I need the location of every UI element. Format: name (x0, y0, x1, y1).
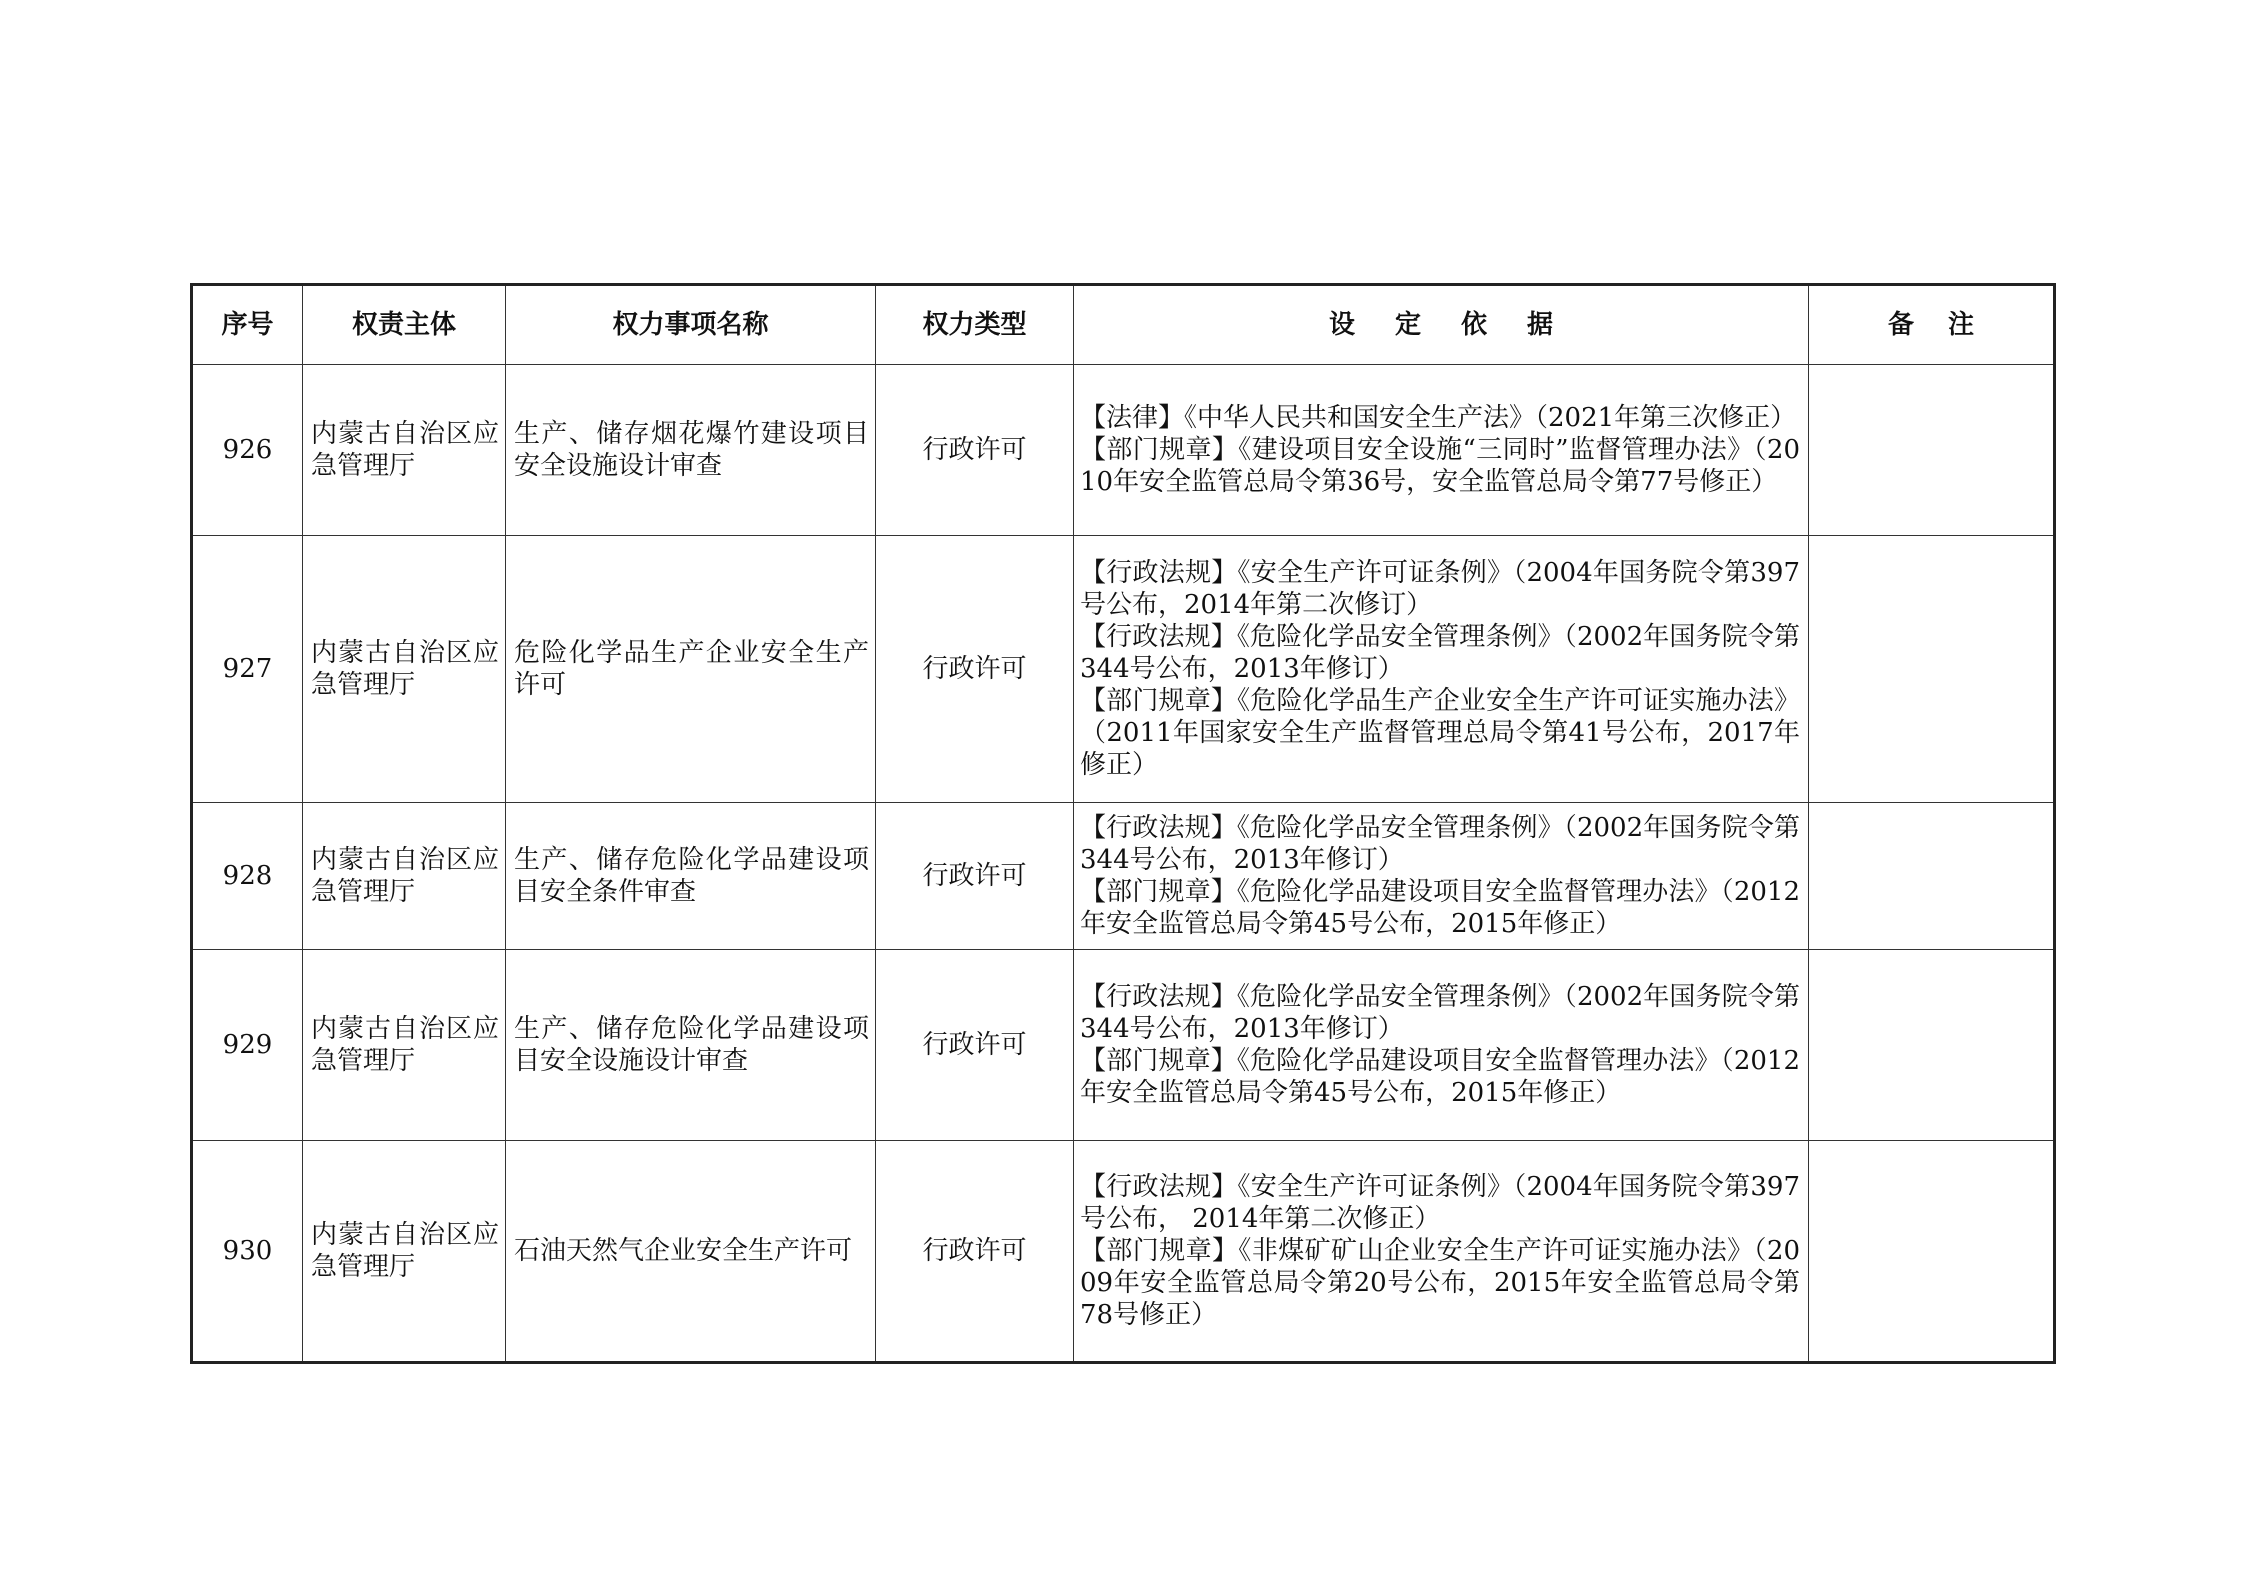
basis-entry: 【行政法规】《危险化学品安全管理条例》（2002年国务院令第344号公布，2013年修订） (1080, 622, 1800, 684)
cell-name: 危险化学品生产企业安全生产许可 (506, 536, 876, 803)
header-note: 备注 (1809, 285, 2055, 365)
basis-entry: 【法律】《中华人民共和国安全生产法》（2021年第三次修正） (1080, 403, 1797, 433)
header-subject: 权责主体 (303, 285, 506, 365)
cell-basis (1074, 803, 1809, 950)
cell-basis (1074, 536, 1809, 803)
cell-name: 生产、储存危险化学品建设项目安全条件审查 (506, 803, 876, 950)
table-row (192, 536, 2055, 803)
basis-entry: 【部门规章】《非煤矿矿山企业安全生产许可证实施办法》（2009年安全监管总局令第20号公布，2015年安全监管总局令第78号修正） (1080, 1236, 1800, 1330)
cell-subject: 内蒙古自治区应急管理厅 (303, 950, 506, 1141)
basis-entry: 【部门规章】《危险化学品建设项目安全监督管理办法》（2012年安全监管总局令第45号公布，2015年修正） (1080, 1046, 1800, 1108)
cell-name: 生产、储存危险化学品建设项目安全设施设计审查 (506, 950, 876, 1141)
cell-note (1809, 536, 2055, 803)
cell-subject: 内蒙古自治区应急管理厅 (303, 1141, 506, 1363)
cell-name: 生产、储存烟花爆竹建设项目安全设施设计审查 (506, 365, 876, 536)
table-row (192, 365, 2055, 536)
cell-basis (1074, 1141, 1809, 1363)
cell-basis (1074, 365, 1809, 536)
cell-subject: 内蒙古自治区应急管理厅 (303, 803, 506, 950)
cell-seq: 928 (192, 803, 303, 950)
table-header (192, 285, 2055, 365)
cell-name: 石油天然气企业安全生产许可 (506, 1141, 876, 1363)
cell-type: 行政许可 (876, 365, 1074, 536)
header-basis: 设定依据 (1074, 285, 1809, 365)
header-type: 权力类型 (876, 285, 1074, 365)
basis-entry: 【行政法规】《安全生产许可证条例》（2004年国务院令第397号公布，2014年第二次修订） (1080, 558, 1800, 620)
cell-note (1809, 803, 2055, 950)
table-body (192, 365, 2055, 1363)
header-seq: 序号 (192, 285, 303, 365)
table-row (192, 1141, 2055, 1363)
cell-note (1809, 1141, 2055, 1363)
cell-type: 行政许可 (876, 1141, 1074, 1363)
basis-entry: 【行政法规】《安全生产许可证条例》（2004年国务院令第397号公布， 2014年第二次修正） (1080, 1172, 1800, 1234)
cell-subject: 内蒙古自治区应急管理厅 (303, 365, 506, 536)
cell-seq: 930 (192, 1141, 303, 1363)
power-list-table (190, 283, 2056, 1364)
cell-type: 行政许可 (876, 950, 1074, 1141)
cell-seq: 929 (192, 950, 303, 1141)
cell-seq: 926 (192, 365, 303, 536)
cell-type: 行政许可 (876, 536, 1074, 803)
cell-note (1809, 950, 2055, 1141)
basis-entry: 【部门规章】《危险化学品生产企业安全生产许可证实施办法》（2011年国家安全生产监督管理总局令第41号公布，2017年修正） (1080, 686, 1800, 780)
cell-basis (1074, 950, 1809, 1141)
table-row (192, 950, 2055, 1141)
cell-subject: 内蒙古自治区应急管理厅 (303, 536, 506, 803)
basis-entry: 【部门规章】《危险化学品建设项目安全监督管理办法》（2012年安全监管总局令第45号公布，2015年修正） (1080, 877, 1800, 939)
cell-note (1809, 365, 2055, 536)
header-row (192, 285, 2055, 365)
cell-type: 行政许可 (876, 803, 1074, 950)
basis-entry: 【行政法规】《危险化学品安全管理条例》（2002年国务院令第344号公布，2013年修订） (1080, 982, 1800, 1044)
table-row (192, 803, 2055, 950)
cell-seq: 927 (192, 536, 303, 803)
header-name: 权力事项名称 (506, 285, 876, 365)
basis-entry: 【行政法规】《危险化学品安全管理条例》（2002年国务院令第344号公布，2013年修订） (1080, 813, 1800, 875)
basis-entry: 【部门规章】《建设项目安全设施“三同时”监督管理办法》（2010年安全监管总局令第36号，安全监管总局令第77号修正） (1080, 435, 1800, 497)
